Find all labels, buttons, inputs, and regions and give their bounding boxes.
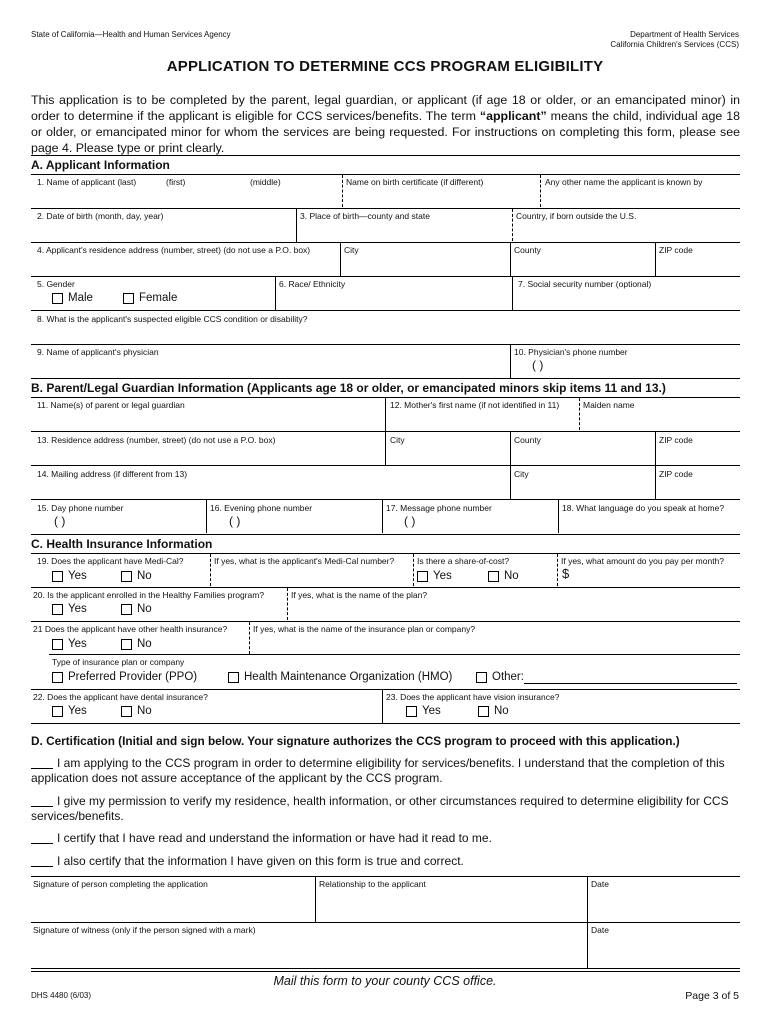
zip-label: ZIP code <box>659 245 693 255</box>
divider <box>31 174 740 175</box>
form-id: DHS 4480 (6/03) <box>31 991 92 1000</box>
plan-name-label: If yes, what is the name of the plan? <box>291 590 428 600</box>
other-name-label: Any other name the applicant is known by <box>545 177 703 187</box>
gender-male-option[interactable]: Male <box>52 291 93 305</box>
divider <box>31 723 740 724</box>
checkbox[interactable] <box>488 571 499 582</box>
divider <box>49 654 740 655</box>
healthy-families-label: 20. Is the applicant enrolled in the Healthy Families program? <box>33 590 265 600</box>
parent-name-label: 11. Name(s) of parent or legal guardian <box>37 400 185 410</box>
physician-label: 9. Name of applicant's physician <box>37 347 159 357</box>
vision-yes-option[interactable]: Yes <box>406 704 441 718</box>
dental-label: 22. Does the applicant have dental insurance? <box>33 692 208 702</box>
parent-address-label: 13. Residence address (number, street) (do not use a P.O. box) <box>37 435 276 445</box>
ppo-option[interactable]: Preferred Provider (PPO) <box>52 670 197 684</box>
place-of-birth-label: 3. Place of birth—county and state <box>300 211 430 221</box>
county-label: County <box>514 245 541 255</box>
other-input-line[interactable] <box>524 683 737 684</box>
checkbox[interactable] <box>121 604 132 615</box>
male-checkbox[interactable] <box>52 293 63 304</box>
certification-2: I give my permission to verify my residence, health information, or other circumstances required to determine eligibility for CCS services/benefits. <box>31 794 729 823</box>
divider <box>31 378 740 379</box>
department-header: Department of Health Services California Children's Services (CCS) <box>610 30 739 49</box>
divider <box>31 587 740 588</box>
day-phone-parens: ( ) <box>54 514 66 528</box>
mother-name-label: 12. Mother's first name (if not identified in 11) <box>390 400 560 410</box>
day-phone-label: 15. Day phone number <box>37 503 124 513</box>
page-title: APPLICATION TO DETERMINE CCS PROGRAM ELIGIBILITY <box>166 58 604 75</box>
checkbox[interactable] <box>52 672 63 683</box>
checkbox[interactable] <box>228 672 239 683</box>
checkbox[interactable] <box>52 571 63 582</box>
medical-yes-option[interactable]: Yes <box>52 569 87 583</box>
evening-phone-parens: ( ) <box>229 514 241 528</box>
share-no-option[interactable]: No <box>488 569 519 583</box>
city-label: City <box>390 435 405 445</box>
amount-label: If yes, what amount do you pay per month? <box>561 556 725 566</box>
gender-label: 5. Gender <box>37 279 75 289</box>
vision-label: 23. Does the applicant have vision insurance? <box>386 692 560 702</box>
ssn-label: 7. Social security number (optional) <box>518 279 652 289</box>
section-b-heading: B. Parent/Legal Guardian Information (Applicants age 18 or older, or emancipated minors skip items 11 and 13.) <box>31 381 666 395</box>
language-label: 18. What language do you speak at home? <box>562 503 725 513</box>
divider <box>31 242 740 243</box>
city-label: City <box>344 245 359 255</box>
initial-blank[interactable] <box>31 843 53 844</box>
middle-name-label: (middle) <box>250 177 281 187</box>
zip-label: ZIP code <box>659 435 693 445</box>
mail-instruction: Mail this form to your county CCS office. <box>273 974 497 988</box>
physician-phone-parens: ( ) <box>532 358 544 372</box>
checkbox[interactable] <box>52 639 63 650</box>
witness-signature-label: Signature of witness (only if the person signed with a mark) <box>33 925 256 935</box>
share-of-cost-label: Is there a share-of-cost? <box>417 556 510 566</box>
signature-label: Signature of person completing the application <box>33 879 208 889</box>
hf-yes-option[interactable]: Yes <box>52 602 87 616</box>
checkbox[interactable] <box>121 571 132 582</box>
medical-question-label: 19. Does the applicant have Medi-Cal? <box>37 556 184 566</box>
mailing-address-label: 14. Mailing address (if different from 13) <box>37 469 188 479</box>
initial-blank[interactable] <box>31 866 53 867</box>
section-a-heading: A. Applicant Information <box>31 158 170 172</box>
insurance-type-label: Type of insurance plan or company <box>52 657 185 667</box>
applicant-name-label: 1. Name of applicant (last) <box>37 177 137 187</box>
divider <box>31 155 740 156</box>
maiden-name-label: Maiden name <box>583 400 635 410</box>
dob-label: 2. Date of birth (month, day, year) <box>37 211 164 221</box>
checkbox[interactable] <box>406 706 417 717</box>
divider <box>31 499 740 500</box>
oi-yes-option[interactable]: Yes <box>52 637 87 651</box>
race-label: 6. Race/ Ethnicity <box>279 279 346 289</box>
page-number: Page 3 of 5 <box>685 990 739 1002</box>
checkbox[interactable] <box>52 706 63 717</box>
certification-4: I also certify that the information I have given on this form is true and correct. <box>31 854 740 869</box>
hf-no-option[interactable]: No <box>121 602 152 616</box>
section-d-heading: D. Certification (Initial and sign below. Your signature authorizes the CCS program to proceed with this application.) <box>31 734 680 748</box>
checkbox[interactable] <box>121 639 132 650</box>
divider <box>31 208 740 209</box>
initial-blank[interactable] <box>31 768 53 769</box>
agency-header: State of California—Health and Human Services Agency <box>31 30 231 39</box>
message-phone-parens: ( ) <box>404 514 416 528</box>
other-option[interactable]: Other: <box>476 670 524 684</box>
share-yes-option[interactable]: Yes <box>417 569 452 583</box>
birth-country-label: Country, if born outside the U.S. <box>516 211 637 221</box>
birth-cert-name-label: Name on birth certificate (if different) <box>346 177 484 187</box>
certification-3: I certify that I have read and understand the information or have had it read to me. <box>31 831 740 846</box>
other-insurance-label: 21 Does the applicant have other health insurance? <box>33 624 228 634</box>
certification-1: I am applying to the CCS program in order to determine eligibility for services/benefits. I understand that the completion of this application does not assure acceptance of the applicant by the CCS program. <box>31 756 725 785</box>
checkbox[interactable] <box>52 604 63 615</box>
evening-phone-label: 16. Evening phone number <box>210 503 313 513</box>
hmo-option[interactable]: Health Maintenance Organization (HMO) <box>228 670 452 684</box>
city-label: City <box>514 469 529 479</box>
dental-yes-option[interactable]: Yes <box>52 704 87 718</box>
divider <box>31 465 740 466</box>
message-phone-label: 17. Message phone number <box>386 503 492 513</box>
divider <box>31 876 740 877</box>
divider <box>31 971 740 972</box>
residence-address-label: 4. Applicant's residence address (number, street) (do not use a P.O. box) <box>37 245 311 255</box>
divider <box>31 276 740 277</box>
dollar-sign: $ <box>562 566 570 581</box>
divider <box>31 968 740 969</box>
initial-blank[interactable] <box>31 806 53 807</box>
divider <box>31 621 740 622</box>
condition-label: 8. What is the applicant's suspected eligible CCS condition or disability? <box>37 314 308 324</box>
insurance-company-label: If yes, what is the name of the insurance plan or company? <box>253 624 476 634</box>
divider <box>31 553 740 554</box>
date-label: Date <box>591 879 609 889</box>
date-label: Date <box>591 925 609 935</box>
gender-female-option[interactable]: Female <box>123 291 177 305</box>
checkbox[interactable] <box>476 672 487 683</box>
county-label: County <box>514 435 541 445</box>
divider <box>31 922 740 923</box>
intro-paragraph: This application is to be completed by the parent, legal guardian, or applicant (if age 18 or older, or an emancipated minor) in order to determine if the applicant is eligible for CCS services/benefits. The term “applicant” means the child, individual age 18 or older, or emancipated minor for whom the services are being requested. For instructions on completing this form, please see page 4. Please type or print clearly. <box>31 93 740 155</box>
female-checkbox[interactable] <box>123 293 134 304</box>
divider <box>31 534 740 535</box>
physician-phone-label: 10. Physician's phone number <box>514 347 628 357</box>
first-name-label: (first) <box>166 177 186 187</box>
divider <box>31 310 740 311</box>
medical-number-label: If yes, what is the applicant's Medi-Cal number? <box>214 556 395 566</box>
checkbox[interactable] <box>417 571 428 582</box>
checkbox[interactable] <box>121 706 132 717</box>
dental-no-option[interactable]: No <box>121 704 152 718</box>
checkbox[interactable] <box>478 706 489 717</box>
vision-no-option[interactable]: No <box>478 704 509 718</box>
section-c-heading: C. Health Insurance Information <box>31 537 213 551</box>
relationship-label: Relationship to the applicant <box>319 879 426 889</box>
oi-no-option[interactable]: No <box>121 637 152 651</box>
divider <box>31 689 740 690</box>
medical-no-option[interactable]: No <box>121 569 152 583</box>
zip-label: ZIP code <box>659 469 693 479</box>
divider <box>31 344 740 345</box>
